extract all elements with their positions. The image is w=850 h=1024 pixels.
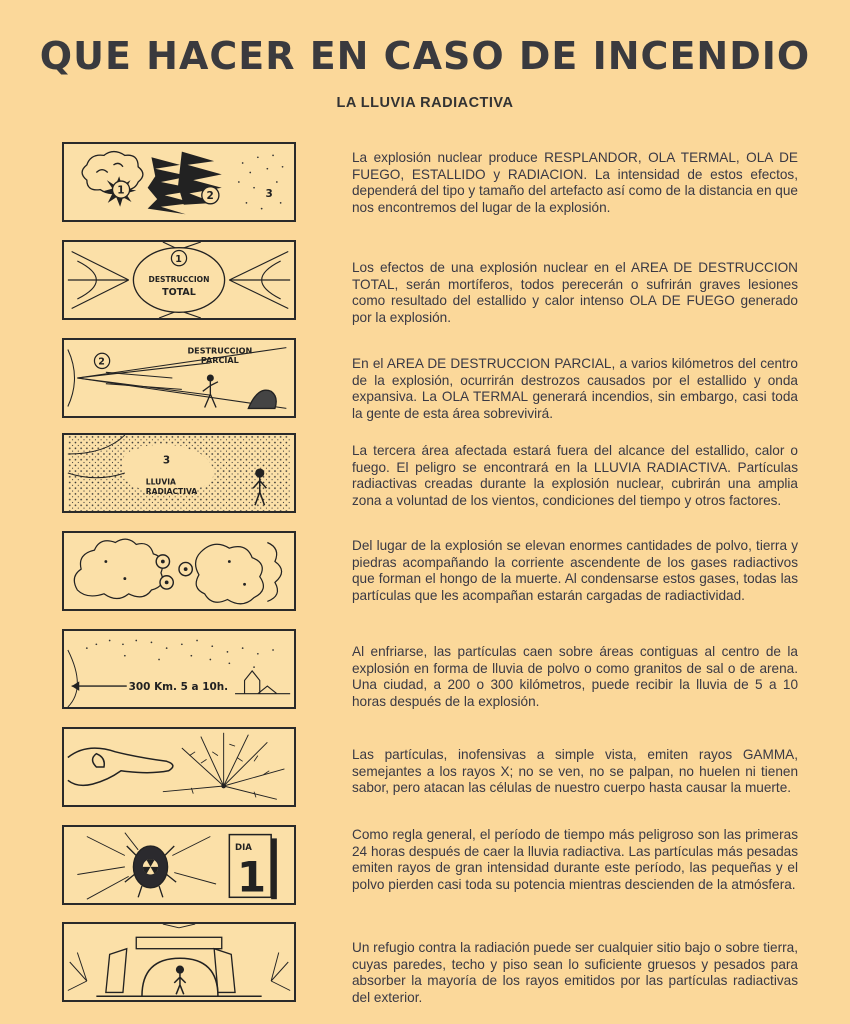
nuclear-explosion-zones-illustration	[62, 142, 296, 222]
paragraph-total-destruction: Los efectos de una explosión nuclear en el AREA DE DESTRUCCION TOTAL, serán mortíferos, todos perecerán o sufrirán graves lesiones como resultado del estallido y calor intenso OLA DE FUEGO generado por la explosión.	[352, 260, 798, 325]
total-destruction-zone-illustration	[62, 240, 296, 320]
gamma-rays-hand-illustration	[62, 727, 296, 807]
paragraph-mushroom-cloud: Del lugar de la explosión se elevan enormes cantidades de polvo, tierra y piedras acompañando la corriente ascendente de los gases radiactivos que forman el hongo de la muerte. Al condensarse estos gases, todas las partículas que les acompañan estarán cargadas de radiactividad.	[352, 538, 798, 603]
distance-time-label: 300 Km. 5 a 10h.	[128, 680, 229, 693]
zone-3-label: 3	[265, 188, 273, 201]
radioactive-label: RADIACTIVA	[145, 486, 198, 496]
paragraph-gamma-rays: Las partículas, inofensivas a simple vista, emiten rayos GAMMA, semejantes a los rayos X; no se ven, no se palpan, no huelen ni tienen sabor, pero atacan las células de nuestro cuerpo hasta causar la muerte.	[352, 747, 798, 796]
paragraph-explosion-effects: La explosión nuclear produce RESPLANDOR, OLA TERMAL, OLA DE FUEGO, ESTALLIDO y RADIACION. La intensidad de estos efectos, dependerá del tipo y tamaño del artefacto así como de la distancia en que nos encontremos del lugar de la explosión.	[352, 150, 798, 215]
paragraph-partial-destruction: En el AREA DE DESTRUCCION PARCIAL, a varios kilómetros del centro de la explosión, ocurrirán destrozos causados por el estallido y onda expansiva. La OLA TERMAL generará incendios, sin embargo, casi toda la gente de esta área sobrevivirá.	[352, 356, 798, 421]
zone-3-label: 3	[162, 454, 171, 467]
radiation-shelter-illustration	[62, 922, 296, 1002]
partial-label: PARCIAL	[200, 355, 239, 365]
partial-destruction-zone-illustration	[62, 338, 296, 418]
paragraph-fallout-distance: Al enfriarse, las partículas caen sobre áreas contiguas al centro de la explosión en forma de lluvia de polvo o como granitos de sal o de arena. Una ciudad, a 200 o 300 kilómetros, puede recibir la lluvia de 5 a 10 horas después de la explosión.	[352, 644, 798, 709]
radioactive-rain-zone-illustration	[62, 433, 296, 513]
page-title: QUE HACER EN CASO DE INCENDIO	[39, 34, 811, 78]
zone-1-label: 1	[117, 184, 125, 197]
zone-2-label: 2	[206, 190, 214, 203]
destruction-label: DESTRUCCION	[187, 346, 253, 356]
page-subtitle: LA LLUVIA RADIACTIVA	[336, 95, 514, 111]
paragraph-radioactive-rain: La tercera área afectada estará fuera del alcance del estallido, calor o fuego. El peligro se encontrará en la LLUVIA RADIACTIVA. Partículas radiactivas creadas durante la explosión nuclear, cubrirán una amplia zona a voluntad de los vientos, condiciones del tiempo y otros factores.	[352, 443, 798, 508]
destruction-label: DESTRUCCION	[148, 274, 210, 284]
paragraph-shelter: Un refugio contra la radiación puede ser cualquier sitio bajo o sobre tierra, cuyas paredes, techo y piso sean lo suficiente gruesos y pesados para absorber la mayoría de los rayos emitidos por las partículas radiactivas del exterior.	[352, 940, 798, 1005]
first-day-danger-illustration	[62, 825, 296, 905]
radioactive-particles-cloud-illustration	[62, 531, 296, 611]
day-label: DIA	[235, 842, 252, 853]
zone-2-label: 2	[98, 356, 105, 368]
day-number: 1	[236, 852, 267, 902]
paragraph-dangerous-period: Como regla general, el período de tiempo más peligroso son las primeras 24 horas después de caer la lluvia radiactiva. Las partículas más pesadas emiten rayos de gran intensidad durante este período, las pequeñas y el polvo pierden casi toda su potencia mientras descienden de la atmósfera.	[352, 827, 798, 892]
total-label: TOTAL	[162, 287, 196, 299]
zone-1-label: 1	[175, 253, 182, 265]
rain-label: LLUVIA	[145, 477, 176, 487]
fallout-distance-illustration	[62, 629, 296, 709]
